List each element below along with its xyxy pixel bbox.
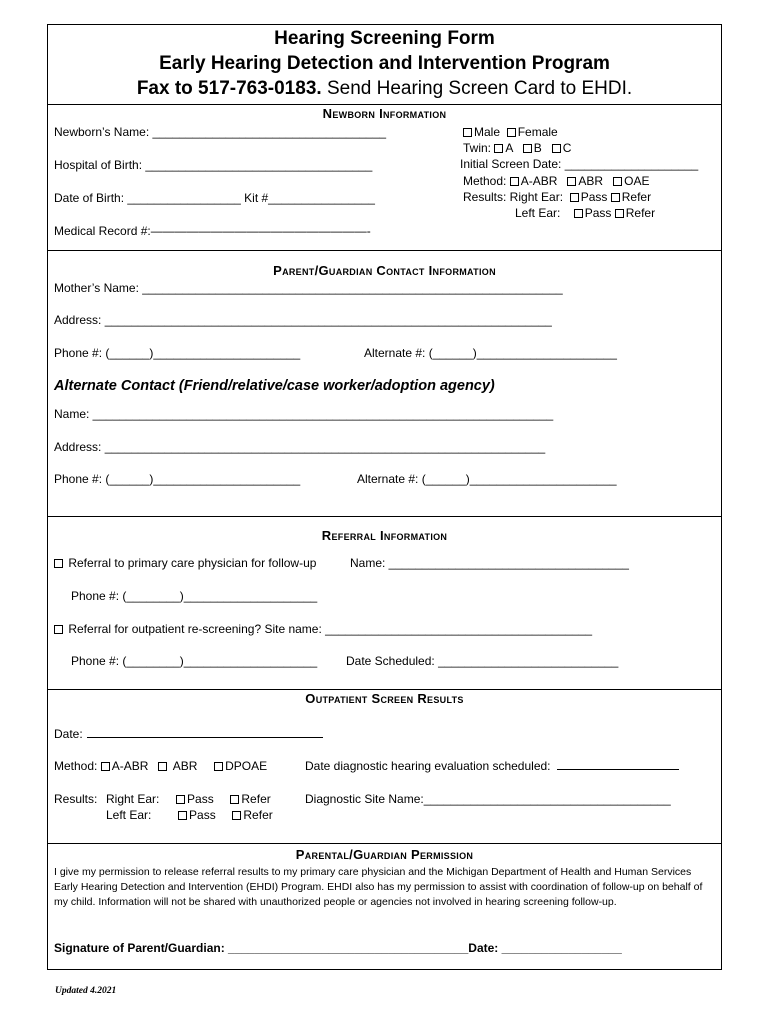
aabr-label: A-ABR: [111, 759, 149, 773]
hearing-screening-form: [47, 24, 722, 970]
permission-heading: Parental/Guardian Permission: [295, 847, 474, 862]
pcp-referral-label: Referral to primary care physician for follow-up: [68, 556, 317, 570]
left-refer-checkbox[interactable]: [232, 811, 241, 820]
twin-b-checkbox[interactable]: [523, 144, 532, 153]
program-title: Early Hearing Detection and Intervention Program: [159, 53, 610, 74]
left-pass-checkbox[interactable]: [178, 811, 187, 820]
left-refer-checkbox[interactable]: [615, 209, 624, 218]
divider: [48, 689, 721, 690]
alt-address-field[interactable]: Address: __________________________________________________________________: [54, 440, 546, 454]
outpatient-heading: Outpatient Screen Results: [305, 691, 464, 706]
form-title: Hearing Screening Form: [274, 28, 495, 49]
outpatient-referral-checkbox[interactable]: [54, 625, 63, 634]
left-pass-checkbox[interactable]: [574, 209, 583, 218]
outpatient-date-field[interactable]: [54, 727, 323, 741]
refer-label: Refer: [243, 808, 273, 822]
twin-a-checkbox[interactable]: [494, 144, 503, 153]
hospital-field[interactable]: Hospital of Birth: __________________________________: [54, 158, 373, 172]
diagnostic-date-field[interactable]: [305, 759, 679, 773]
divider: [48, 516, 721, 517]
parent-alternate-phone-field[interactable]: Alternate #: (______)_____________________: [364, 346, 617, 360]
sex-options: [463, 125, 558, 139]
outpatient-referral-option: [54, 622, 592, 636]
pass-label: Pass: [187, 792, 214, 806]
dpoae-checkbox[interactable]: [214, 762, 223, 771]
outpatient-results-label: Results:: [54, 792, 98, 806]
pcp-phone-field[interactable]: Phone #: (________)____________________: [71, 589, 318, 603]
newborn-name-field[interactable]: Newborn’s Name: ___________________________________: [54, 125, 387, 139]
initial-screen-date-field[interactable]: Initial Screen Date: ____________________: [460, 157, 699, 171]
abr-label: ABR: [578, 174, 604, 188]
date-scheduled-field[interactable]: Date Scheduled: ___________________________: [346, 654, 619, 668]
outpatient-left-ear: [106, 808, 273, 822]
alternate-contact-title: Alternate Contact (Friend/relative/case worker/adoption agency): [54, 378, 495, 394]
alt-phone-field[interactable]: Phone #: (______)______________________: [54, 472, 301, 486]
abr-checkbox[interactable]: [567, 177, 576, 186]
alt-alternate-phone-field[interactable]: Alternate #: (______)______________________: [357, 472, 617, 486]
outpatient-right-ear: [106, 792, 271, 806]
alt-name-field[interactable]: Name: _____________________________________________________________________: [54, 407, 554, 421]
oae-label: OAE: [624, 174, 650, 188]
dob-kit-field[interactable]: Date of Birth: _________________ Kit #________________: [54, 191, 375, 205]
diagnostic-date-line: [557, 759, 679, 770]
divider: [48, 250, 721, 251]
pcp-referral-option: [54, 556, 316, 570]
right-ear-results: [463, 190, 651, 204]
newborn-heading: Newborn Information: [322, 106, 447, 121]
male-label: Male: [474, 125, 501, 139]
left-ear-results: [515, 206, 655, 220]
twin-a-label: A: [505, 141, 513, 155]
refer-label: Refer: [625, 206, 656, 220]
mother-name-field[interactable]: Mother’s Name: _______________________________________________________________: [54, 281, 563, 295]
right-refer-checkbox[interactable]: [611, 193, 620, 202]
pcp-referral-checkbox[interactable]: [54, 559, 63, 568]
pass-label: Pass: [584, 206, 612, 220]
twin-options: [463, 141, 571, 155]
twin-b-label: B: [533, 141, 542, 155]
diagnostic-site-field[interactable]: Diagnostic Site Name:_____________________________________: [305, 792, 671, 806]
abr-checkbox[interactable]: [158, 762, 167, 771]
twin-c-label: C: [562, 141, 572, 155]
aabr-checkbox[interactable]: [510, 177, 519, 186]
parent-address-field[interactable]: Address: ___________________________________________________________________: [54, 313, 552, 327]
left-ear-label: Left Ear:: [106, 808, 152, 822]
signature-date-field[interactable]: Signature of Parent/Guardian: ____________________________________Date: __________________: [54, 941, 622, 955]
female-checkbox[interactable]: [507, 128, 516, 137]
parent-phone-field[interactable]: Phone #: (______)______________________: [54, 346, 301, 360]
male-checkbox[interactable]: [463, 128, 472, 137]
left-ear-label: Left Ear:: [515, 206, 561, 220]
refer-label: Refer: [621, 190, 652, 204]
medical-record-field[interactable]: Medical Record #:——————————————————-: [54, 224, 371, 238]
date-label: Date:: [54, 727, 83, 741]
outpatient-phone-field[interactable]: Phone #: (________)____________________: [71, 654, 318, 668]
twin-c-checkbox[interactable]: [552, 144, 561, 153]
pass-label: Pass: [189, 808, 216, 822]
oae-checkbox[interactable]: [613, 177, 622, 186]
divider: [48, 104, 721, 105]
date-line: [87, 727, 323, 738]
abr-label: ABR: [172, 759, 198, 773]
female-label: Female: [517, 125, 558, 139]
permission-statement: I give my permission to release referral results to my primary care physician and the Michigan Department of Health and Human Services Early Hearing Detection and Intervention (EHDI) Program. EHDI also has my permission to assist with coordination of follow-up on behalf of my child. Information will not be shared with unauthorized people or agencies not involved in hearing screening follow-up.: [54, 866, 703, 908]
parent-heading: Parent/Guardian Contact Information: [273, 263, 496, 278]
method-label: Method:: [463, 174, 507, 188]
right-ear-label: Results: Right Ear:: [463, 190, 564, 204]
method-label: Method:: [54, 759, 98, 773]
fax-instruction: [48, 78, 721, 100]
referral-heading: Referral Information: [321, 528, 448, 543]
right-pass-checkbox[interactable]: [570, 193, 579, 202]
fax-number: Fax to 517-763-0183.: [136, 78, 322, 99]
aabr-checkbox[interactable]: [101, 762, 110, 771]
right-pass-checkbox[interactable]: [176, 795, 185, 804]
diagnostic-date-label: Date diagnostic hearing evaluation scheduled:: [305, 759, 551, 773]
refer-label: Refer: [241, 792, 271, 806]
method-options: [463, 174, 649, 188]
pcp-name-field[interactable]: Name: ____________________________________: [350, 556, 629, 570]
pass-label: Pass: [580, 190, 608, 204]
aabr-label: A-ABR: [520, 174, 558, 188]
right-ear-label: Right Ear:: [106, 792, 160, 806]
updated-note: Updated 4.2021: [55, 986, 117, 996]
right-refer-checkbox[interactable]: [230, 795, 239, 804]
outpatient-referral-label: Referral for outpatient re-screening? Site name: ________________________________________: [68, 622, 593, 636]
outpatient-method-options: [54, 759, 267, 773]
divider: [48, 843, 721, 844]
twin-label: Twin:: [463, 141, 492, 155]
dpoae-label: DPOAE: [225, 759, 268, 773]
fax-note: Send Hearing Screen Card to EHDI.: [321, 78, 633, 99]
